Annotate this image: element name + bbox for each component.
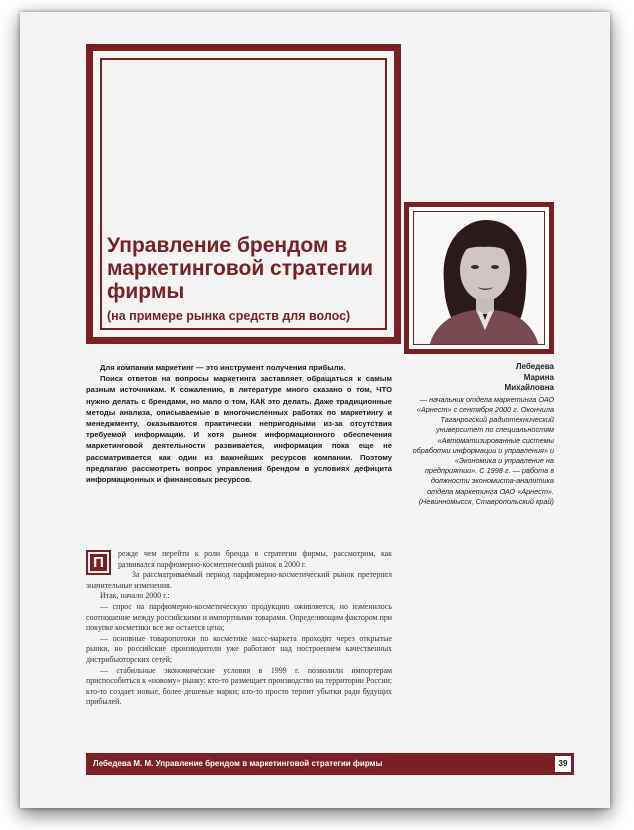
author-bio: — начальник отдела маркетинга ОАО «Арнест» с сентября 2000 г. Окончила Таганрогский радиотехнический университет по специальностям «Автоматизированные системы обработки информации и управления» и «Экономика и управление на предприятии». С 1998 г. — работа в должности экономиста-аналитика отдела маркетинга ОАО «Арнест». (Невинномысск, Ставропольский край)	[412, 394, 554, 506]
author-patronymic: Михайловна	[504, 383, 554, 393]
body-paragraph: — спрос на парфюмерно-косметическую продукцию оживляется, но изменилось соотношение между российскими и импортными товарами. Определяющим фактором при покупке косметики все же остается цена;	[86, 601, 392, 633]
page-number: 39	[554, 755, 572, 773]
lead-paragraph	[86, 362, 392, 485]
body-paragraph: режде чем перейти к роли бренда в стратегии фирмы, рассмотрим, как развивался парфюмерно-косметический рынок в 2000 г.	[118, 549, 392, 569]
title-frame	[86, 44, 401, 344]
author-surname: Лебедева	[515, 362, 554, 371]
body-paragraph: За рассматриваемый период парфюмерно-косметический рынок претерпел значительные изменения.	[86, 570, 392, 590]
running-footer: Лебедева М. М. Управление брендом в маркетинговой стратегии фирмы	[86, 753, 560, 775]
magazine-page	[20, 12, 610, 808]
author-info	[404, 362, 554, 507]
drop-cap-letter: П	[90, 554, 107, 571]
body-paragraph: — основные товаропотоки по косметике масс-маркета проходят через открытые рынки, но российские производители уже работают над построением качественных дистрибьюторских сетей;	[86, 633, 392, 664]
article-body	[86, 549, 392, 708]
lead-body: Поиск ответов на вопросы маркетинга заставляет обращаться к самым разным источникам. К сожалению, в литературе много сказано о том, ЧТО нужно делать с брендами, но мало о том, КАК это делать. Даже традиционные методы анализа, описываемые в многочисленных работах по маркетингу и менеджменту, оказываются практически непригодными из-за отсутствия требуемой информации. И хотя рынок информационного обеспечения маркетинговой деятельности развивается, информация пока еще не рассматривается как один из важнейших ресурсов компании. Поэтому предлагаю рассмотреть вопрос управления брендом в условиях дефицита информационных и финансовых ресурсов.	[86, 374, 392, 485]
article-title: Управление брендом в маркетинговой стратегии фирмы	[107, 234, 374, 303]
portrait-image	[414, 212, 545, 345]
author-photo-frame	[404, 202, 554, 354]
author-photo	[413, 211, 545, 345]
drop-cap	[86, 550, 111, 575]
body-paragraph: Итак, начало 2000 г.:	[100, 591, 170, 601]
author-first-name: Марина	[523, 372, 554, 382]
body-paragraph: — стабильные экономические условия в 1999 г. позволили импортерам приспособиться к «новому» рынку: кто-то размещает производство на территории России; кто-то создает новые, более дешевые марки; кто-то просто терпит убытки ради будущих прибылей.	[86, 665, 392, 707]
page-number-box	[552, 753, 574, 775]
article-subtitle: (на примере рынка средств для волос)	[107, 309, 351, 323]
lead-sentence: Для компании маркетинг — это инструмент получения прибыли.	[100, 363, 346, 372]
